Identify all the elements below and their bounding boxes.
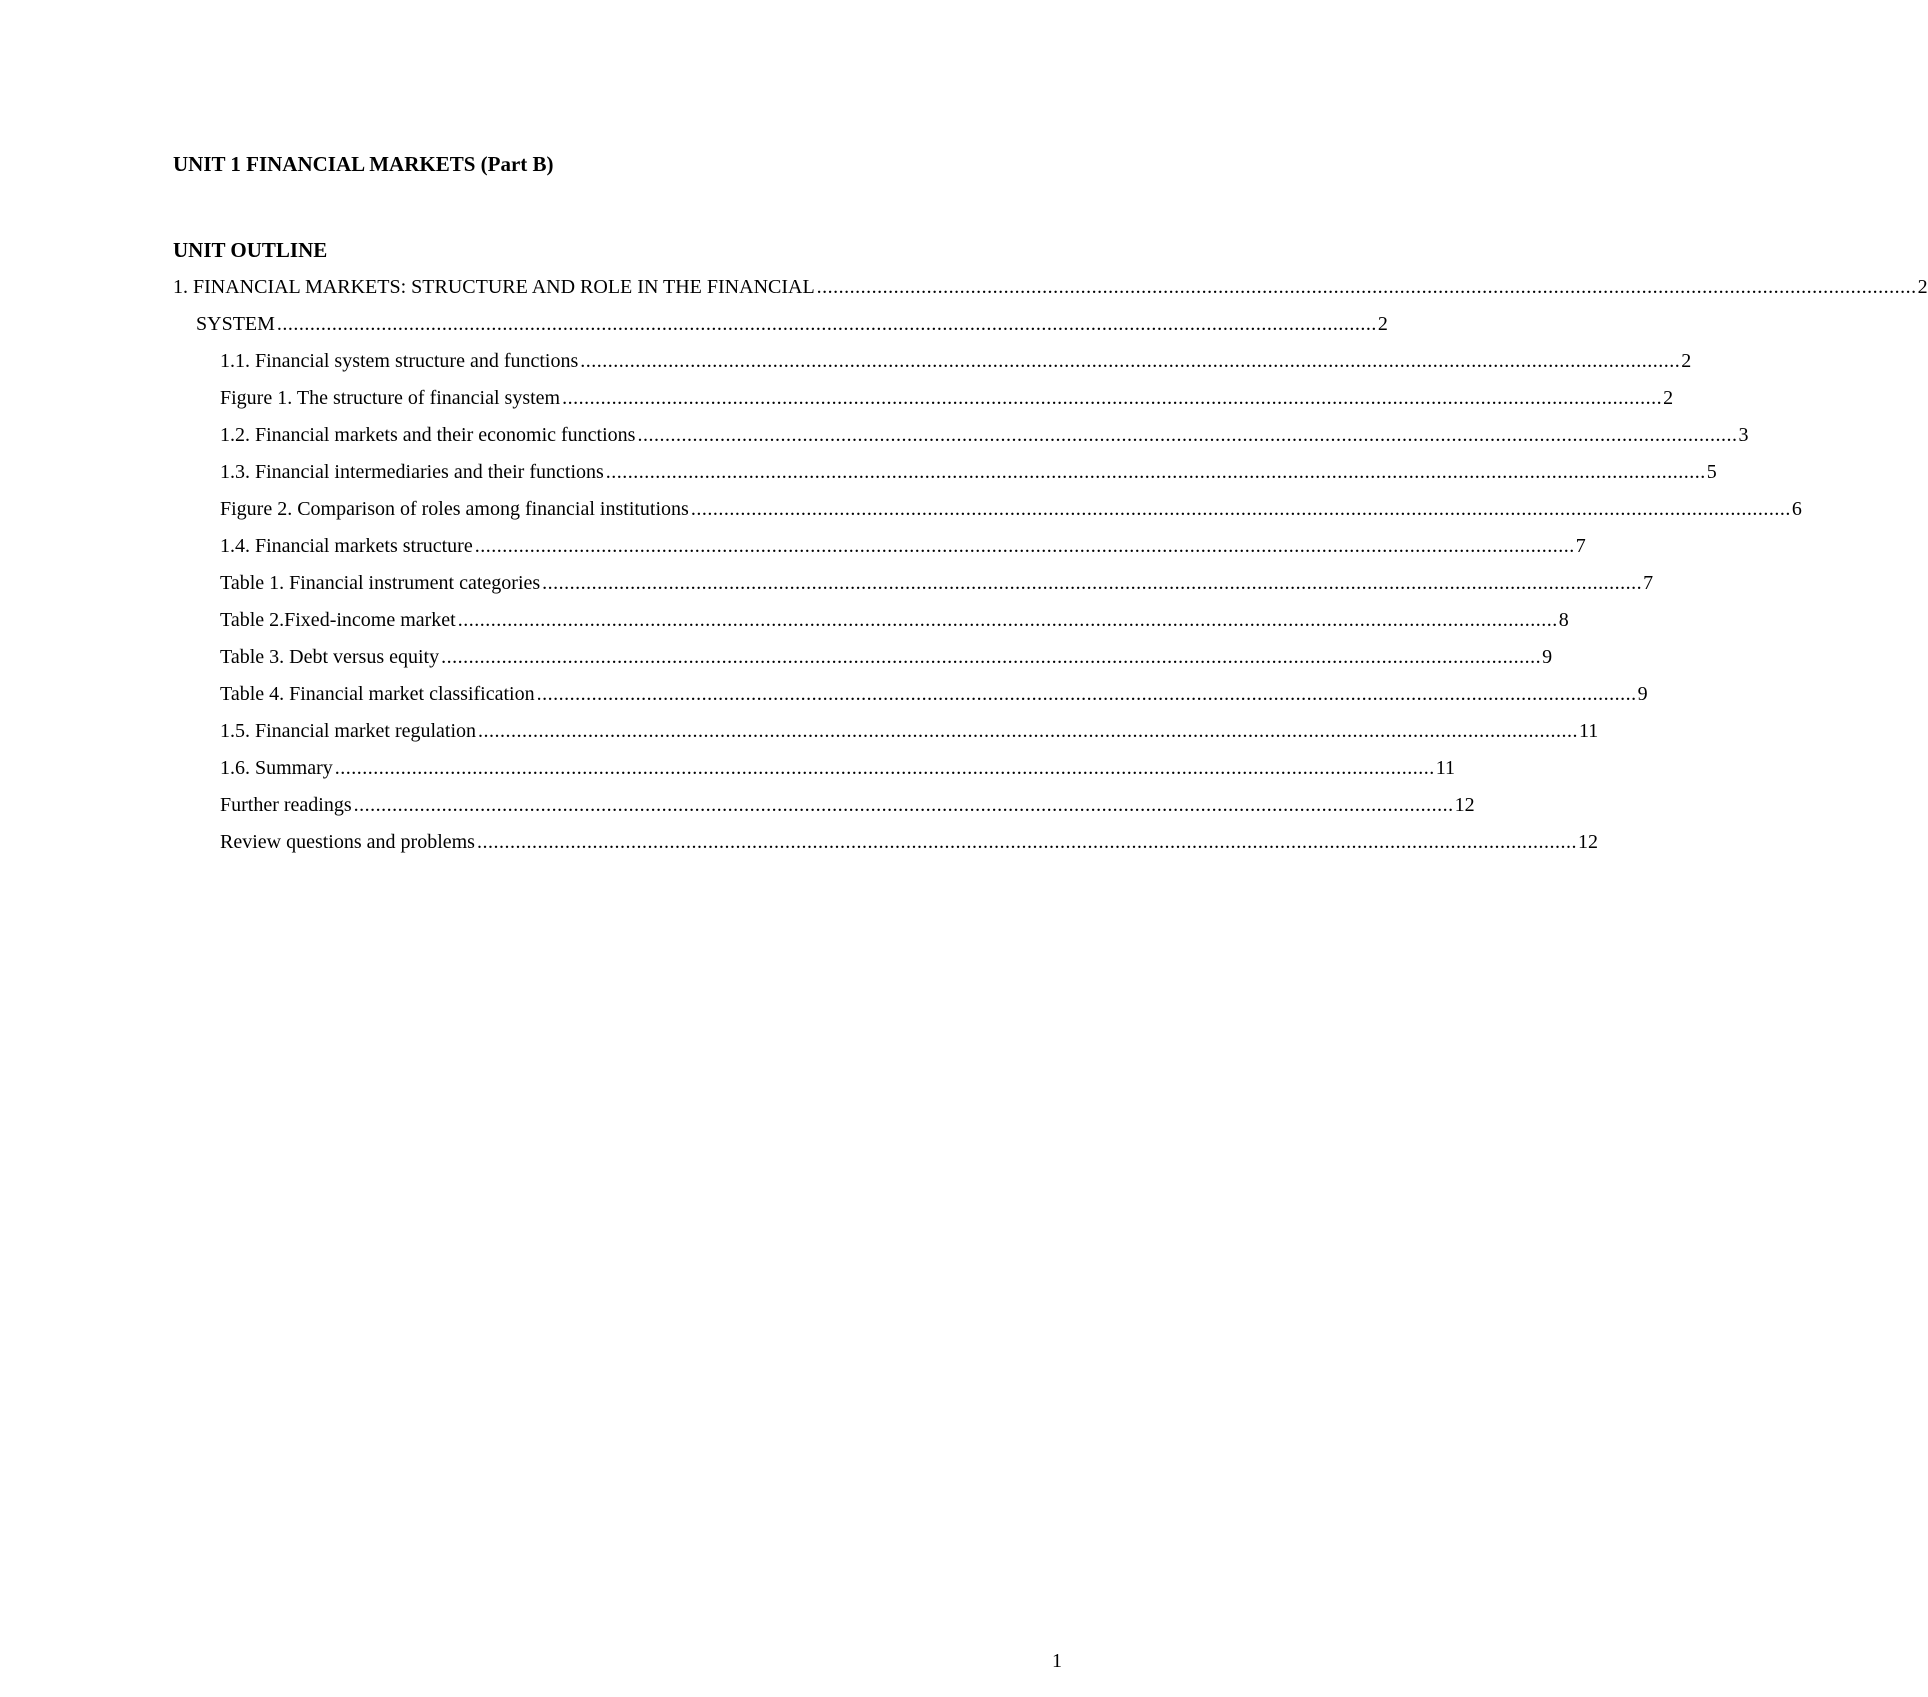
toc-entry-label: Figure 2. Comparison of roles among financial institutions <box>220 498 689 520</box>
toc-dot-leader: ........................................................................................................................................................................................................ <box>476 831 1577 853</box>
toc-entry-section-1[interactable] <box>173 263 1928 300</box>
toc-entry-figure-1[interactable] <box>220 374 1674 411</box>
toc-dot-leader: ........................................................................................................................................................................................................ <box>474 535 1575 557</box>
toc-entry-page: 5 <box>1706 461 1717 483</box>
toc-entry-table-3[interactable] <box>220 633 1553 670</box>
toc-entry-table-4[interactable] <box>220 670 1648 707</box>
toc-entry-page: 11 <box>1435 757 1456 779</box>
toc-dot-leader: ........................................................................................................................................................................................................ <box>334 757 1435 779</box>
toc-entry-system[interactable] <box>196 300 1388 337</box>
toc-entry-page: 3 <box>1738 424 1749 446</box>
toc-entry-1-2[interactable] <box>220 411 1749 448</box>
toc-entry-label: 1.4. Financial markets structure <box>220 535 473 557</box>
toc-entry-label: 1.2. Financial markets and their economic functions <box>220 424 636 446</box>
page-number: 1 <box>1052 1650 1062 1672</box>
toc-entry-label: 1.6. Summary <box>220 757 333 779</box>
toc-entry-page: 12 <box>1577 831 1598 853</box>
toc-entry-review-questions[interactable] <box>220 818 1598 855</box>
toc-entry-1-5[interactable] <box>220 707 1599 744</box>
toc-entry-table-2[interactable] <box>220 596 1569 633</box>
toc-entry-label: Table 3. Debt versus equity <box>220 646 440 668</box>
toc-dot-leader: ........................................................................................................................................................................................................ <box>542 572 1643 594</box>
toc-dot-leader: ........................................................................................................................................................................................................ <box>457 609 1558 631</box>
toc-entry-label: Review questions and problems <box>220 831 475 853</box>
toc-dot-leader: ........................................................................................................................................................................................................ <box>441 646 1542 668</box>
outline-heading: UNIT OUTLINE <box>173 238 328 262</box>
toc-dot-leader: ........................................................................................................................................................................................................ <box>353 794 1454 816</box>
toc-entry-1-3[interactable] <box>220 448 1717 485</box>
toc-dot-leader: ........................................................................................................................................................................................................ <box>276 313 1377 335</box>
toc-entry-further-readings[interactable] <box>220 781 1475 818</box>
toc-entry-page: 7 <box>1575 535 1586 557</box>
toc-entry-label: Further readings <box>220 794 352 816</box>
toc-entry-1-4[interactable] <box>220 522 1586 559</box>
toc-entry-page: 8 <box>1558 609 1569 631</box>
toc-entry-label: Table 2.Fixed-income market <box>220 609 456 631</box>
toc-entry-1-1[interactable] <box>220 337 1692 374</box>
toc-dot-leader: ........................................................................................................................................................................................................ <box>816 276 1917 298</box>
toc-entry-page: 11 <box>1579 720 1599 742</box>
toc-entry-page: 2 <box>1917 276 1928 298</box>
toc-dot-leader: ........................................................................................................................................................................................................ <box>562 387 1663 409</box>
toc-dot-leader: ........................................................................................................................................................................................................ <box>637 424 1738 446</box>
toc-entry-page: 6 <box>1791 498 1802 520</box>
unit-title: UNIT 1 FINANCIAL MARKETS (Part B) <box>173 152 554 176</box>
toc-entry-1-6[interactable] <box>220 744 1456 781</box>
toc-dot-leader: ........................................................................................................................................................................................................ <box>580 350 1681 372</box>
toc-entry-label: SYSTEM <box>196 313 275 335</box>
toc-entry-page: 2 <box>1377 313 1388 335</box>
toc-entry-label: Table 4. Financial market classification <box>220 683 535 705</box>
toc-dot-leader: ........................................................................................................................................................................................................ <box>605 461 1706 483</box>
toc-entry-label: Figure 1. The structure of financial system <box>220 387 561 409</box>
toc-dot-leader: ........................................................................................................................................................................................................ <box>536 683 1637 705</box>
toc-entry-label: 1. FINANCIAL MARKETS: STRUCTURE AND ROLE IN THE FINANCIAL <box>173 276 815 298</box>
toc-entry-page: 9 <box>1637 683 1648 705</box>
toc-dot-leader: ........................................................................................................................................................................................................ <box>690 498 1791 520</box>
toc-entry-table-1[interactable] <box>220 559 1654 596</box>
toc-entry-page: 2 <box>1663 387 1674 409</box>
toc-dot-leader: ........................................................................................................................................................................................................ <box>478 720 1579 742</box>
toc-entry-page: 12 <box>1454 794 1475 816</box>
toc-entry-label: 1.3. Financial intermediaries and their functions <box>220 461 604 483</box>
toc-entry-label: Table 1. Financial instrument categories <box>220 572 541 594</box>
toc-entry-page: 2 <box>1681 350 1692 372</box>
toc-entry-label: 1.5. Financial market regulation <box>220 720 477 742</box>
toc-entry-figure-2[interactable] <box>220 485 1802 522</box>
toc-entry-label: 1.1. Financial system structure and functions <box>220 350 579 372</box>
toc-entry-page: 9 <box>1542 646 1553 668</box>
toc-entry-page: 7 <box>1643 572 1654 594</box>
